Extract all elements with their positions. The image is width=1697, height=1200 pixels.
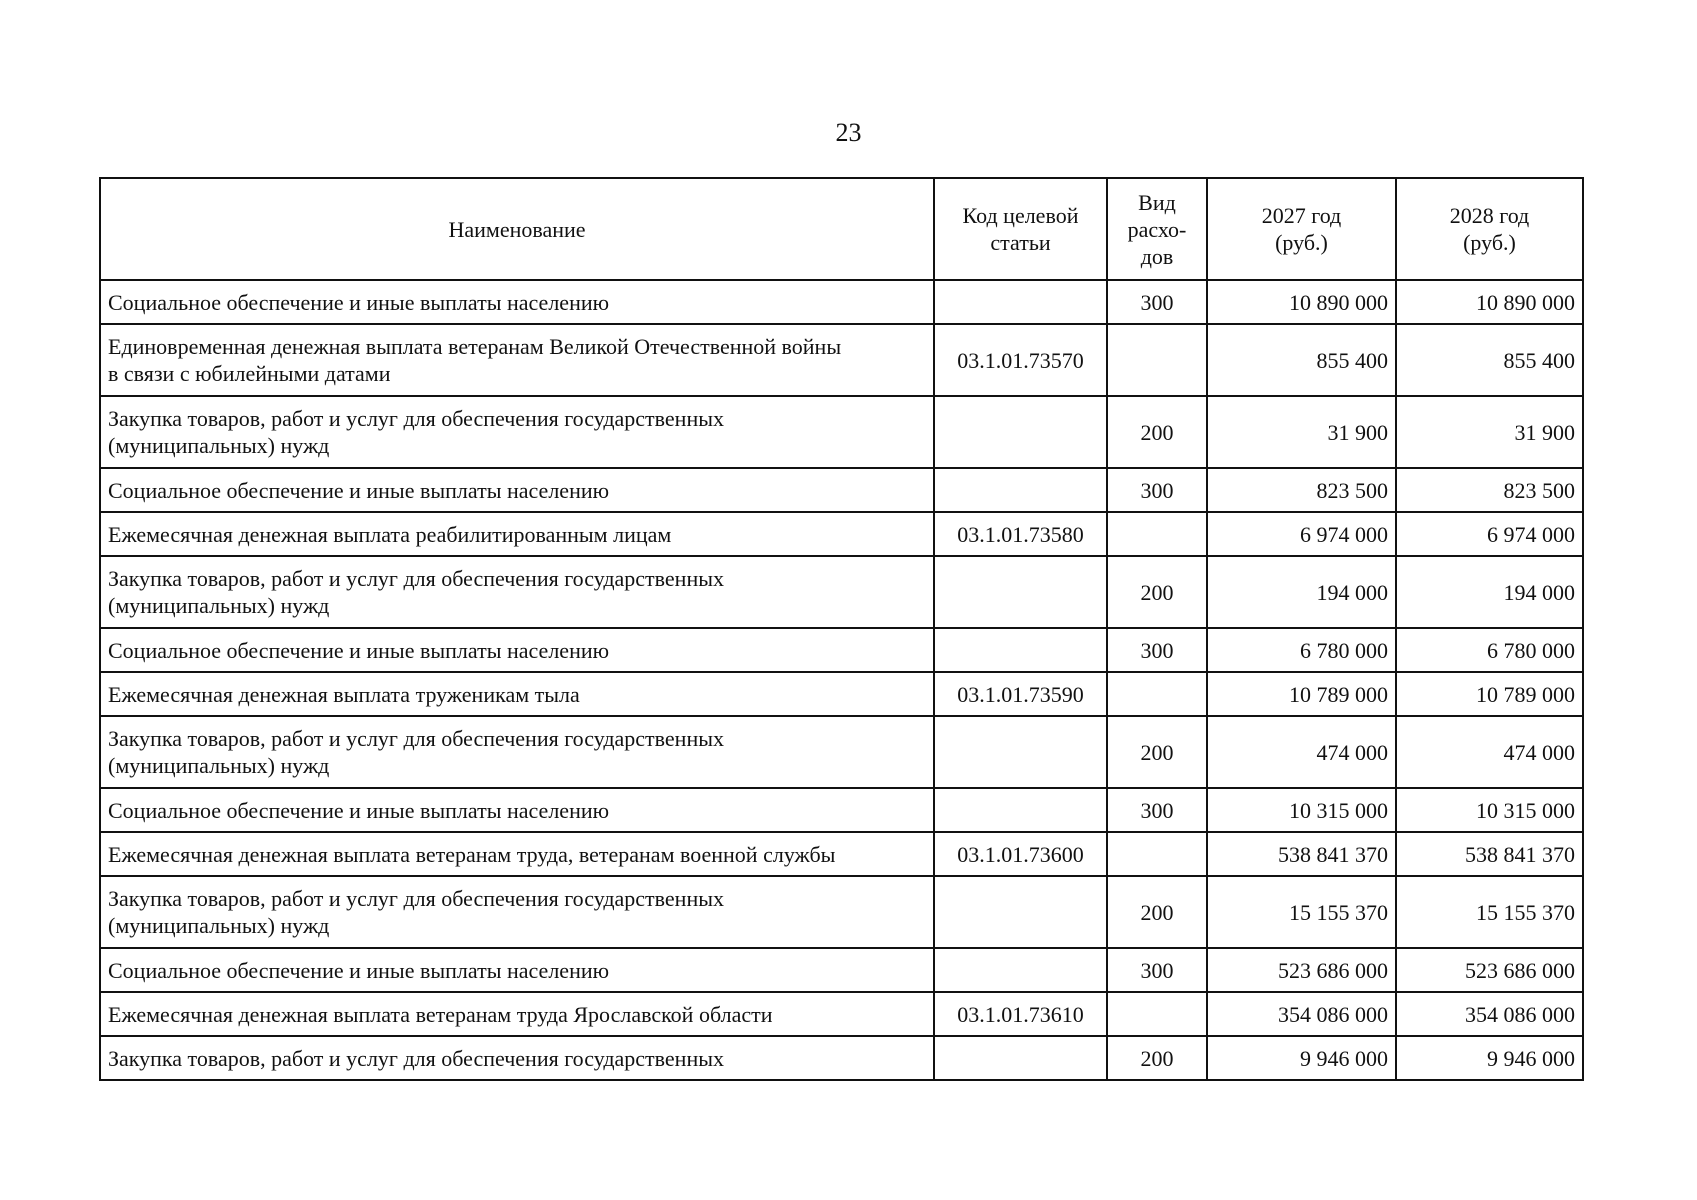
header-code-line: статьи: [990, 230, 1051, 255]
cell-kind: 200: [1107, 1036, 1207, 1080]
cell-2027: 6 974 000: [1207, 512, 1396, 556]
table-row: [100, 628, 1583, 672]
cell-name: [100, 832, 934, 876]
cell-code: 03.1.01.73600: [934, 832, 1107, 876]
cell-2028: 538 841 370: [1396, 832, 1583, 876]
header-kind-line: расхо-: [1127, 216, 1187, 242]
header-code-line: Код целевой: [962, 203, 1079, 228]
cell-kind: 200: [1107, 716, 1207, 788]
cell-name: [100, 788, 934, 832]
header-kind-line: Вид: [1138, 189, 1176, 215]
cell-2028: 474 000: [1396, 716, 1583, 788]
header-name-label: Наименование: [448, 216, 586, 242]
cell-2027: 538 841 370: [1207, 832, 1396, 876]
cell-2028: 6 780 000: [1396, 628, 1583, 672]
cell-kind: 200: [1107, 556, 1207, 628]
table-row: [100, 716, 1583, 788]
table-row: [100, 512, 1583, 556]
cell-2027: 823 500: [1207, 468, 1396, 512]
table-row: [100, 468, 1583, 512]
cell-code: [934, 396, 1107, 468]
header-code: [934, 178, 1107, 280]
cell-kind: [1107, 324, 1207, 396]
cell-2027: 474 000: [1207, 716, 1396, 788]
header-year-2027-line: 2027 год: [1261, 203, 1342, 228]
cell-2028: 10 789 000: [1396, 672, 1583, 716]
cell-code: 03.1.01.73580: [934, 512, 1107, 556]
cell-name: [100, 280, 934, 324]
cell-code: [934, 280, 1107, 324]
header-year-2027: [1207, 178, 1396, 280]
cell-name: [100, 672, 934, 716]
table-body: [100, 280, 1583, 1080]
cell-2027: 855 400: [1207, 324, 1396, 396]
cell-2027: 194 000: [1207, 556, 1396, 628]
cell-name-line: (муниципальных) нужд: [108, 913, 330, 938]
cell-name: [100, 512, 934, 556]
cell-2028: 855 400: [1396, 324, 1583, 396]
cell-code: [934, 788, 1107, 832]
budget-table: [99, 177, 1584, 1081]
table-row: [100, 1036, 1583, 1080]
table-row: [100, 788, 1583, 832]
cell-name-line: (муниципальных) нужд: [108, 753, 330, 778]
cell-name: [100, 716, 934, 788]
table-row: [100, 396, 1583, 468]
table-row: [100, 948, 1583, 992]
cell-code: [934, 468, 1107, 512]
cell-kind: 300: [1107, 280, 1207, 324]
cell-2027: 31 900: [1207, 396, 1396, 468]
cell-kind: [1107, 512, 1207, 556]
cell-2027: 10 890 000: [1207, 280, 1396, 324]
cell-2027: 9 946 000: [1207, 1036, 1396, 1080]
table-row: [100, 280, 1583, 324]
cell-name-line: Ежемесячная денежная выплата труженикам тыла: [108, 681, 580, 707]
cell-name-line: Закупка товаров, работ и услуг для обеспечения государственных: [108, 406, 725, 431]
cell-2028: 10 890 000: [1396, 280, 1583, 324]
cell-code: [934, 556, 1107, 628]
cell-name-line: Ежемесячная денежная выплата ветеранам труда Ярославской области: [108, 1001, 773, 1027]
header-year-2028-line: (руб.): [1463, 230, 1516, 255]
table-header-row: [100, 178, 1583, 280]
cell-name: [100, 324, 934, 396]
cell-name: [100, 396, 934, 468]
cell-name-line: Ежемесячная денежная выплата ветеранам труда, ветеранам военной службы: [108, 841, 836, 867]
cell-code: [934, 716, 1107, 788]
cell-2028: 6 974 000: [1396, 512, 1583, 556]
cell-2028: 10 315 000: [1396, 788, 1583, 832]
table-row: [100, 556, 1583, 628]
cell-2027: 15 155 370: [1207, 876, 1396, 948]
cell-code: [934, 628, 1107, 672]
table-row: [100, 876, 1583, 948]
cell-code: [934, 876, 1107, 948]
cell-2027: 10 315 000: [1207, 788, 1396, 832]
cell-code: [934, 948, 1107, 992]
cell-name-line: Закупка товаров, работ и услуг для обеспечения государственных: [108, 726, 725, 751]
cell-2028: 354 086 000: [1396, 992, 1583, 1036]
cell-2027: 6 780 000: [1207, 628, 1396, 672]
header-year-2027-line: (руб.): [1275, 230, 1328, 255]
cell-2028: 15 155 370: [1396, 876, 1583, 948]
cell-kind: [1107, 672, 1207, 716]
cell-kind: 200: [1107, 876, 1207, 948]
page-number: 23: [835, 118, 862, 147]
cell-name: [100, 1036, 934, 1080]
cell-code: [934, 1036, 1107, 1080]
cell-code: 03.1.01.73570: [934, 324, 1107, 396]
cell-name: [100, 992, 934, 1036]
cell-name-line: (муниципальных) нужд: [108, 433, 330, 458]
cell-name-line: (муниципальных) нужд: [108, 593, 330, 618]
cell-name: [100, 628, 934, 672]
cell-name-line: Единовременная денежная выплата ветеранам Великой Отечественной войны: [108, 334, 842, 359]
cell-2027: 10 789 000: [1207, 672, 1396, 716]
cell-kind: [1107, 992, 1207, 1036]
cell-name-line: Социальное обеспечение и иные выплаты населению: [108, 477, 610, 503]
cell-name: [100, 876, 934, 948]
cell-2028: 523 686 000: [1396, 948, 1583, 992]
table-row: [100, 672, 1583, 716]
cell-name: [100, 468, 934, 512]
header-year-2028-line: 2028 год: [1449, 203, 1530, 228]
cell-kind: 300: [1107, 468, 1207, 512]
cell-name-line: Социальное обеспечение и иные выплаты населению: [108, 797, 610, 823]
cell-2028: 31 900: [1396, 396, 1583, 468]
cell-name-line: Социальное обеспечение и иные выплаты населению: [108, 289, 610, 315]
cell-code: 03.1.01.73590: [934, 672, 1107, 716]
cell-name-line: Закупка товаров, работ и услуг для обеспечения государственных: [108, 886, 725, 911]
table-row: [100, 324, 1583, 396]
header-name: [100, 178, 934, 280]
cell-name: [100, 556, 934, 628]
cell-kind: 300: [1107, 628, 1207, 672]
cell-name-line: Закупка товаров, работ и услуг для обеспечения государственных: [108, 566, 725, 591]
cell-2027: 523 686 000: [1207, 948, 1396, 992]
cell-kind: [1107, 832, 1207, 876]
cell-name-line: Социальное обеспечение и иные выплаты населению: [108, 957, 610, 983]
cell-name-line: Закупка товаров, работ и услуг для обеспечения государственных: [108, 1045, 725, 1071]
cell-2028: 194 000: [1396, 556, 1583, 628]
header-year-2028: [1396, 178, 1583, 280]
header-kind: [1107, 178, 1207, 280]
cell-name-line: Ежемесячная денежная выплата реабилитированным лицам: [108, 521, 672, 547]
table-row: [100, 832, 1583, 876]
cell-name: [100, 948, 934, 992]
cell-2028: 9 946 000: [1396, 1036, 1583, 1080]
header-kind-line: дов: [1140, 243, 1174, 269]
cell-name-line: в связи с юбилейными датами: [108, 361, 391, 386]
cell-code: 03.1.01.73610: [934, 992, 1107, 1036]
table-row: [100, 992, 1583, 1036]
cell-kind: 300: [1107, 788, 1207, 832]
cell-2028: 823 500: [1396, 468, 1583, 512]
cell-kind: 200: [1107, 396, 1207, 468]
cell-2027: 354 086 000: [1207, 992, 1396, 1036]
cell-kind: 300: [1107, 948, 1207, 992]
cell-name-line: Социальное обеспечение и иные выплаты населению: [108, 637, 610, 663]
